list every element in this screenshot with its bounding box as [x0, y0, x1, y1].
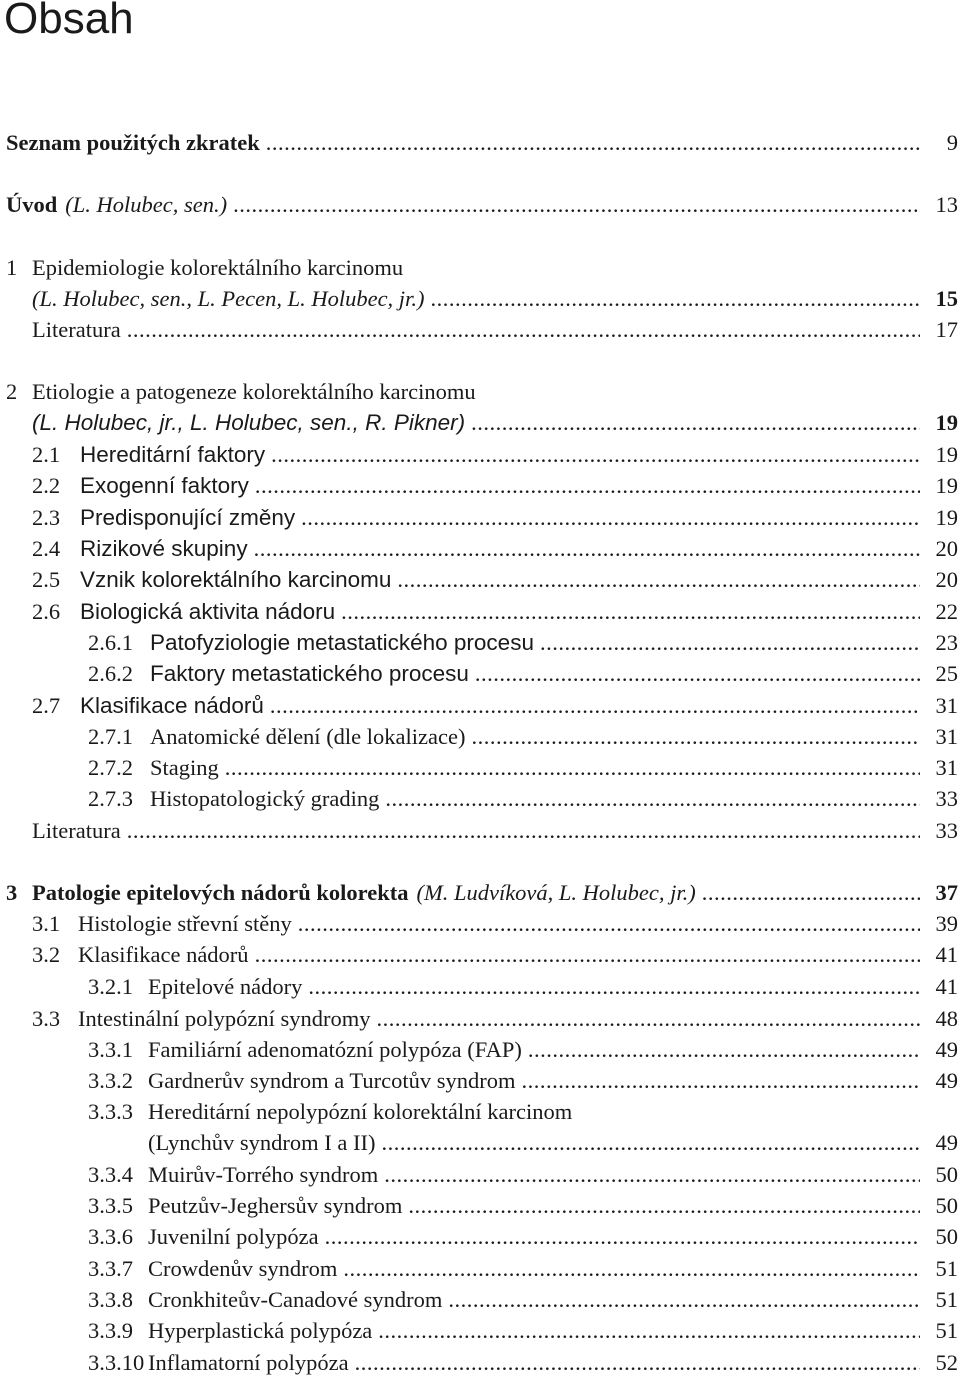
toc-entry-page: 31	[935, 724, 958, 749]
toc-entry[interactable]	[88, 1348, 960, 1378]
toc-entry-title: Intestinální polypózní syndromy	[78, 1006, 371, 1031]
toc-entry[interactable]	[6, 253, 960, 283]
toc-entry-page: 19	[935, 473, 958, 498]
toc-entry-page: 15	[935, 286, 958, 311]
toc-entry-page: 51	[935, 1287, 958, 1312]
toc-entry-number: 3.1	[32, 911, 61, 936]
toc-entry[interactable]	[88, 628, 960, 658]
toc-entry-page: 52	[935, 1350, 958, 1375]
dot-leader	[471, 722, 920, 752]
toc-entry[interactable]	[32, 1004, 960, 1034]
toc-entry[interactable]	[88, 1285, 960, 1315]
toc-entry-page: 9	[946, 130, 958, 155]
toc-entry-page: 51	[935, 1318, 958, 1343]
toc-entry[interactable]	[88, 753, 960, 783]
dot-leader	[254, 534, 920, 564]
toc-entry[interactable]	[88, 972, 960, 1002]
toc-entry-number: 3.3	[32, 1006, 61, 1031]
toc-entry-title: Vznik kolorektálního karcinomu	[80, 567, 392, 592]
toc-entry-page: 41	[935, 974, 958, 999]
toc-entry[interactable]	[32, 534, 960, 564]
toc-entry-number: 3.3.5	[88, 1193, 133, 1218]
toc-entry-title: Literatura	[32, 317, 121, 342]
toc-entry[interactable]	[32, 408, 960, 438]
toc-entry-authors: (M. Ludvíková, L. Holubec, jr.)	[416, 880, 696, 905]
toc-entry-page: 19	[935, 410, 958, 435]
toc-entry-page: 49	[935, 1068, 958, 1093]
toc-entry[interactable]	[32, 597, 960, 627]
toc-entry-number: 2.1	[32, 442, 61, 467]
dot-leader	[225, 753, 920, 783]
toc-entry-number: 2.6	[32, 599, 61, 624]
toc-entry-number: 3.2.1	[88, 974, 133, 999]
toc-entry-page: 33	[935, 818, 958, 843]
dot-leader	[384, 1160, 920, 1190]
toc-entry-page: 17	[935, 317, 958, 342]
dot-leader	[702, 878, 920, 908]
page-title: Obsah	[4, 0, 134, 43]
toc-entry[interactable]	[88, 1222, 960, 1252]
dot-leader	[408, 1191, 920, 1221]
dot-leader	[448, 1285, 920, 1315]
dot-leader	[308, 972, 920, 1002]
toc-entry-number: 2.6.1	[88, 630, 133, 655]
toc-entry[interactable]	[32, 816, 960, 846]
toc-entry-page: 49	[935, 1130, 958, 1155]
toc-entry[interactable]	[6, 128, 960, 158]
dot-leader	[475, 659, 920, 689]
dot-leader	[385, 784, 920, 814]
toc-entry-page: 50	[935, 1162, 958, 1187]
toc-entry[interactable]	[6, 377, 960, 407]
toc-entry-page: 25	[935, 661, 958, 686]
toc-entry[interactable]	[32, 315, 960, 345]
toc-entry-title: Anatomické dělení (dle lokalizace)	[150, 724, 466, 749]
toc-entry[interactable]	[88, 1316, 960, 1346]
toc-entry-page: 19	[935, 505, 958, 530]
toc-entry-title: Etiologie a patogeneze kolorektálního karcinomu	[32, 379, 476, 404]
toc-entry-title: Patofyziologie metastatického procesu	[150, 630, 534, 655]
toc-entry[interactable]	[88, 1254, 960, 1284]
toc-entry-page: 22	[935, 599, 958, 624]
toc-entry-number: 2.4	[32, 536, 61, 561]
toc-entry-number: 3.3.10	[88, 1350, 145, 1375]
toc-entry-number: 2.7.1	[88, 724, 133, 749]
toc-entry-title: Familiární adenomatózní polypóza (FAP)	[148, 1037, 522, 1062]
dot-leader	[343, 1254, 920, 1284]
toc-entry[interactable]	[88, 784, 960, 814]
toc-entry-title: Epitelové nádory	[148, 974, 303, 999]
toc-entry-number: 3.3.9	[88, 1318, 133, 1343]
toc-entry-title: Histologie střevní stěny	[78, 911, 292, 936]
dot-leader	[355, 1348, 920, 1378]
toc-entry-title: Juvenilní polypóza	[148, 1224, 319, 1249]
toc-entry-number: 1	[6, 255, 18, 280]
toc-entry-number: 3.3.1	[88, 1037, 133, 1062]
dot-leader	[127, 315, 920, 345]
toc-entry-title: (Lynchův syndrom I a II)	[148, 1130, 376, 1155]
toc-entry-title: Crowdenův syndrom	[148, 1256, 338, 1281]
toc-entry[interactable]	[88, 659, 960, 689]
toc-entry-title: Faktory metastatického procesu	[150, 661, 469, 686]
toc-entry-number: 2.7.3	[88, 786, 133, 811]
dot-leader	[298, 909, 920, 939]
toc-entry-number: 3	[6, 880, 18, 905]
toc-entry-page: 13	[935, 192, 958, 217]
toc-entry-page: 41	[935, 942, 958, 967]
toc-entry-number: 3.3.3	[88, 1099, 133, 1124]
toc-entry-number: 2.7	[32, 693, 61, 718]
dot-leader	[255, 471, 920, 501]
toc-entry-title: Muirův-Torrého syndrom	[148, 1162, 379, 1187]
toc-entry-title: Cronkhiteův-Canadové syndrom	[148, 1287, 443, 1312]
toc-entry[interactable]	[32, 565, 960, 595]
dot-leader	[528, 1035, 920, 1065]
toc-entry[interactable]	[88, 1066, 960, 1096]
dot-leader	[271, 440, 920, 470]
toc-entry[interactable]	[32, 691, 960, 721]
toc-entry-title: Hyperplastická polypóza	[148, 1318, 373, 1343]
toc-entry[interactable]	[88, 1035, 960, 1065]
toc-entry-page: 48	[935, 1006, 958, 1031]
toc-entry-page: 50	[935, 1193, 958, 1218]
toc-entry-page: 19	[935, 442, 958, 467]
toc-entry-title: Histopatologický grading	[150, 786, 380, 811]
toc-entry-authors: (L. Holubec, sen., L. Pecen, L. Holubec, jr.)	[32, 286, 425, 311]
toc-entry[interactable]	[6, 878, 960, 908]
toc-entry-title: Staging	[150, 755, 219, 780]
dot-leader	[301, 503, 920, 533]
toc-entry[interactable]	[88, 1160, 960, 1190]
toc-entry[interactable]	[148, 1128, 960, 1158]
toc-entry-number: 2.5	[32, 567, 61, 592]
toc-entry-number: 3.2	[32, 942, 61, 967]
toc-entry-title: Peutzův-Jeghersův syndrom	[148, 1193, 403, 1218]
toc-entry-title: Exogenní faktory	[80, 473, 249, 498]
toc-entry-title: Predisponující změny	[80, 505, 296, 530]
toc-entry-page: 31	[935, 693, 958, 718]
toc-entry[interactable]	[32, 503, 960, 533]
dot-leader	[397, 565, 920, 595]
toc-entry-title: Seznam použitých zkratek	[6, 130, 260, 155]
toc-entry-page: 39	[935, 911, 958, 936]
dot-leader	[325, 1222, 920, 1252]
dot-leader	[270, 691, 920, 721]
toc-entry-number: 3.3.8	[88, 1287, 133, 1312]
toc-entry[interactable]	[88, 722, 960, 752]
toc-entry[interactable]	[32, 440, 960, 470]
toc-entry-page: 37	[935, 880, 958, 905]
toc-entry-authors: (L. Holubec, jr., L. Holubec, sen., R. Pikner)	[32, 410, 466, 435]
toc-entry-title: Klasifikace nádorů	[78, 942, 249, 967]
toc-entry-number: 2.6.2	[88, 661, 133, 686]
toc-entry-number: 2	[6, 379, 18, 404]
toc-entry-number: 3.3.7	[88, 1256, 133, 1281]
dot-leader	[540, 628, 920, 658]
toc-entry-page: 31	[935, 755, 958, 780]
dot-leader	[341, 597, 920, 627]
dot-leader	[430, 284, 920, 314]
dot-leader	[255, 940, 920, 970]
dot-leader	[233, 190, 920, 220]
toc-entry-title: Klasifikace nádorů	[80, 693, 264, 718]
dot-leader	[521, 1066, 920, 1096]
dot-leader	[381, 1128, 920, 1158]
toc-entry-title: Hereditární faktory	[80, 442, 266, 467]
dot-leader	[266, 128, 920, 158]
toc-entry-number: 3.3.6	[88, 1224, 133, 1249]
toc-entry-authors: (L. Holubec, sen.)	[65, 192, 228, 217]
toc-entry-page: 50	[935, 1224, 958, 1249]
toc-entry[interactable]	[88, 1097, 960, 1127]
toc-entry-number: 2.7.2	[88, 755, 133, 780]
toc-entry-title: Biologická aktivita nádoru	[80, 599, 336, 624]
toc-entry-page: 33	[935, 786, 958, 811]
toc-entry-page: 23	[935, 630, 958, 655]
toc-entry-title: Gardnerův syndrom a Turcotův syndrom	[148, 1068, 516, 1093]
toc-entry[interactable]	[6, 190, 960, 220]
toc-entry-number: 3.3.4	[88, 1162, 133, 1187]
toc-entry[interactable]	[32, 909, 960, 939]
toc-entry-title: Patologie epitelových nádorů kolorekta	[32, 880, 409, 905]
dot-leader	[127, 816, 920, 846]
toc-entry-number: 3.3.2	[88, 1068, 133, 1093]
toc-entry[interactable]	[32, 284, 960, 314]
dot-leader	[378, 1316, 920, 1346]
toc-entry-title: Rizikové skupiny	[80, 536, 248, 561]
toc-entry-number: 2.2	[32, 473, 61, 498]
toc-entry-title: Literatura	[32, 818, 121, 843]
toc-entry-page: 20	[935, 536, 958, 561]
dot-leader	[376, 1004, 920, 1034]
toc-entry[interactable]	[32, 471, 960, 501]
toc-entry[interactable]	[88, 1191, 960, 1221]
toc-entry-title: Epidemiologie kolorektálního karcinomu	[32, 255, 404, 280]
toc-entry-number: 2.3	[32, 505, 61, 530]
dot-leader	[471, 408, 920, 438]
toc-entry-title: Inflamatorní polypóza	[148, 1350, 349, 1375]
toc-entry-page: 49	[935, 1037, 958, 1062]
toc-entry-title: Úvod	[6, 192, 58, 217]
toc-entry-page: 20	[935, 567, 958, 592]
toc-entry-title: Hereditární nepolypózní kolorektální karcinom	[148, 1099, 573, 1124]
toc-entry-page: 51	[935, 1256, 958, 1281]
toc-entry[interactable]	[32, 940, 960, 970]
